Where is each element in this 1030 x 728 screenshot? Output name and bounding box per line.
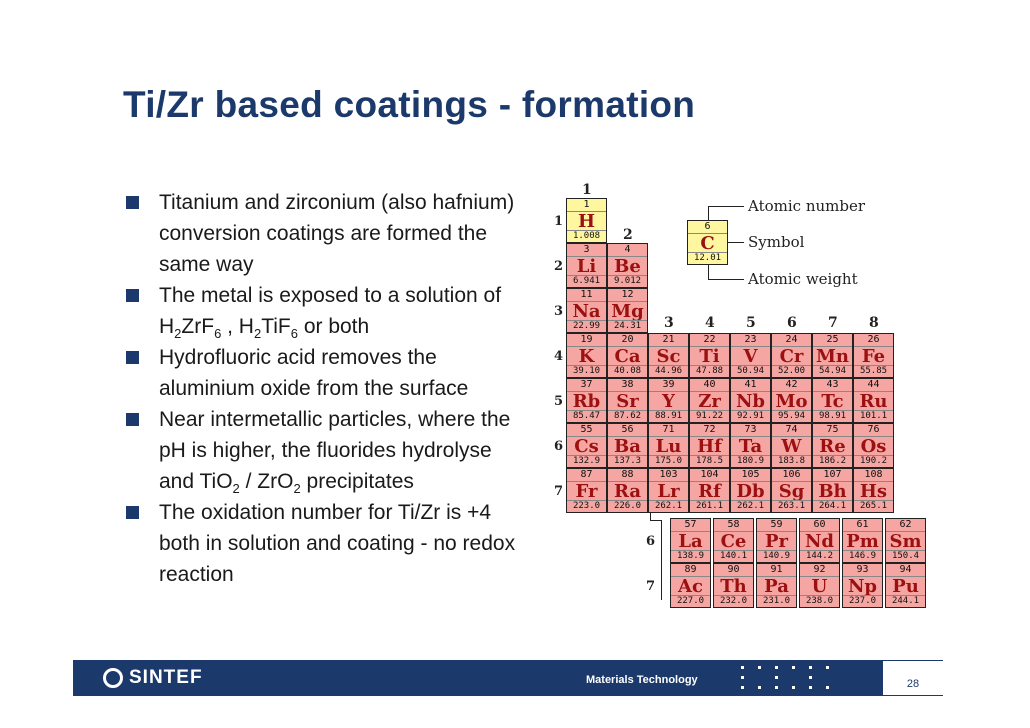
atomic-number: 38 bbox=[608, 379, 647, 392]
atomic-number: 104 bbox=[690, 469, 729, 482]
atomic-weight: 264.1 bbox=[813, 500, 852, 512]
element-symbol: Hs bbox=[859, 481, 888, 502]
element-symbol: Lr bbox=[657, 481, 680, 502]
element-cell-y bbox=[648, 378, 689, 423]
atomic-weight: 24.31 bbox=[608, 320, 647, 332]
atomic-number: 40 bbox=[690, 379, 729, 392]
group-label: 7 bbox=[828, 315, 838, 331]
atomic-number: 55 bbox=[567, 424, 606, 437]
element-symbol: Bh bbox=[818, 481, 847, 502]
element-symbol: Fr bbox=[575, 481, 598, 502]
atomic-weight: 138.9 bbox=[671, 550, 710, 562]
element-cell-w bbox=[771, 423, 812, 468]
dot-decoration bbox=[775, 666, 778, 669]
group-label: 5 bbox=[746, 315, 756, 331]
element-cell-os bbox=[853, 423, 894, 468]
period-label: 6 bbox=[554, 439, 564, 454]
key-connector-line bbox=[708, 206, 744, 207]
element-symbol: Mg bbox=[611, 301, 644, 322]
element-cell-ba bbox=[607, 423, 648, 468]
atomic-number: 108 bbox=[854, 469, 893, 482]
atomic-weight: 231.0 bbox=[757, 595, 796, 607]
group-label: 8 bbox=[869, 315, 879, 331]
element-symbol: Lu bbox=[655, 436, 682, 457]
element-cell-zr bbox=[689, 378, 730, 423]
atomic-weight: 85.47 bbox=[567, 410, 606, 422]
atomic-weight: 47.88 bbox=[690, 365, 729, 377]
sintef-logo-icon bbox=[103, 668, 123, 688]
bullet-text: Near intermetallic particles, where the pH is higher, the fluorides hydrolyse and TiO$_2$ / ZrO$_2$ precipitates bbox=[159, 408, 511, 496]
atomic-number: 90 bbox=[714, 564, 753, 577]
element-cell-fr bbox=[566, 468, 607, 513]
atomic-number: 44 bbox=[854, 379, 893, 392]
bullet-item bbox=[126, 280, 526, 342]
bullet-square-icon bbox=[126, 506, 139, 519]
atomic-weight: 263.1 bbox=[772, 500, 811, 512]
atomic-number: 92 bbox=[800, 564, 839, 577]
element-symbol: Nd bbox=[804, 531, 835, 552]
periodic-table-figure bbox=[530, 182, 920, 612]
bullet-text: Hydrofluoric acid removes the aluminium oxide from the surface bbox=[159, 346, 469, 400]
period-label: 2 bbox=[554, 259, 564, 274]
element-cell-u bbox=[799, 563, 840, 608]
atomic-number: 3 bbox=[567, 244, 606, 257]
atomic-number: 107 bbox=[813, 469, 852, 482]
element-symbol: Ti bbox=[699, 346, 720, 367]
bullet-square-icon bbox=[126, 289, 139, 302]
element-symbol: Ba bbox=[614, 436, 641, 457]
atomic-weight: 87.62 bbox=[608, 410, 647, 422]
element-symbol: K bbox=[578, 346, 595, 367]
atomic-weight: 91.22 bbox=[690, 410, 729, 422]
atomic-number: 56 bbox=[608, 424, 647, 437]
key-connector-line bbox=[728, 242, 744, 243]
dot-decoration bbox=[741, 676, 744, 679]
atomic-number: 21 bbox=[649, 334, 688, 347]
group-label: 6 bbox=[787, 315, 797, 331]
element-cell-li bbox=[566, 243, 607, 288]
atomic-weight: 140.9 bbox=[757, 550, 796, 562]
atomic-weight-label: Atomic weight bbox=[748, 270, 858, 288]
dot-decoration bbox=[809, 666, 812, 669]
element-cell-rb bbox=[566, 378, 607, 423]
atomic-number: 26 bbox=[854, 334, 893, 347]
atomic-weight: 265.1 bbox=[854, 500, 893, 512]
atomic-weight: 244.1 bbox=[886, 595, 925, 607]
bullet-text: The metal is exposed to a solution of $H_2ZrF_6$ , $H_2TiF_6$ or both bbox=[159, 284, 502, 341]
atomic-weight: 22.99 bbox=[567, 320, 606, 332]
bullet-item bbox=[126, 404, 526, 497]
atomic-number: 37 bbox=[567, 379, 606, 392]
element-cell-la bbox=[670, 518, 711, 563]
element-cell-nb bbox=[730, 378, 771, 423]
element-symbol: Na bbox=[572, 301, 601, 322]
atomic-weight: 88.91 bbox=[649, 410, 688, 422]
atomic-number: 103 bbox=[649, 469, 688, 482]
decorative-dots bbox=[741, 666, 836, 692]
bullet-text: Titanium and zirconium (also hafnium) conversion coatings are formed the same way bbox=[159, 191, 515, 276]
atomic-number: 58 bbox=[714, 519, 753, 532]
atomic-weight: 232.0 bbox=[714, 595, 753, 607]
element-cell-lr bbox=[648, 468, 689, 513]
group-label: 2 bbox=[623, 227, 633, 243]
dot-decoration bbox=[758, 666, 761, 669]
atomic-number: 11 bbox=[567, 289, 606, 302]
bullet-square-icon bbox=[126, 351, 139, 364]
atomic-weight: 9.012 bbox=[608, 275, 647, 287]
element-symbol: Rf bbox=[698, 481, 721, 502]
atomic-weight: 190.2 bbox=[854, 455, 893, 467]
atomic-weight: 39.10 bbox=[567, 365, 606, 377]
sintef-logo-text: SINTEF bbox=[129, 667, 203, 688]
atomic-weight: 101.1 bbox=[854, 410, 893, 422]
element-cell-sg bbox=[771, 468, 812, 513]
atomic-number: 4 bbox=[608, 244, 647, 257]
element-symbol: Rb bbox=[572, 391, 601, 412]
atomic-weight: 140.1 bbox=[714, 550, 753, 562]
element-symbol: Re bbox=[819, 436, 846, 457]
element-symbol: Zr bbox=[698, 391, 721, 412]
element-cell-fe bbox=[853, 333, 894, 378]
element-cell-re bbox=[812, 423, 853, 468]
element-symbol: H bbox=[577, 211, 595, 232]
element-symbol: Li bbox=[576, 256, 597, 277]
key-atomic-number: 6 bbox=[688, 221, 727, 234]
atomic-weight: 98.91 bbox=[813, 410, 852, 422]
atomic-weight: 144.2 bbox=[800, 550, 839, 562]
atomic-weight: 6.941 bbox=[567, 275, 606, 287]
element-symbol: W bbox=[781, 436, 802, 457]
element-symbol: V bbox=[743, 346, 758, 367]
atomic-number-label: Atomic number bbox=[748, 197, 866, 215]
element-cell-db bbox=[730, 468, 771, 513]
dot-decoration bbox=[826, 686, 829, 689]
atomic-number: 105 bbox=[731, 469, 770, 482]
group-label: 4 bbox=[705, 315, 715, 331]
element-cell-sm bbox=[885, 518, 926, 563]
element-symbol: Ra bbox=[613, 481, 642, 502]
element-cell-mn bbox=[812, 333, 853, 378]
element-symbol: Ru bbox=[859, 391, 888, 412]
atomic-weight: 132.9 bbox=[567, 455, 606, 467]
atomic-weight: 237.0 bbox=[843, 595, 882, 607]
atomic-number: 94 bbox=[886, 564, 925, 577]
atomic-weight: 137.3 bbox=[608, 455, 647, 467]
dot-decoration bbox=[792, 686, 795, 689]
atomic-weight: 261.1 bbox=[690, 500, 729, 512]
atomic-weight: 227.0 bbox=[671, 595, 710, 607]
atomic-number: 73 bbox=[731, 424, 770, 437]
element-cell-ru bbox=[853, 378, 894, 423]
atomic-number: 22 bbox=[690, 334, 729, 347]
element-symbol: Os bbox=[860, 436, 887, 457]
key-element-cell bbox=[687, 220, 728, 265]
bullet-text: The oxidation number for Ti/Zr is +4 both in solution and coating - no redox reaction bbox=[159, 501, 516, 586]
dot-decoration bbox=[741, 666, 744, 669]
dot-decoration bbox=[741, 686, 744, 689]
element-cell-nd bbox=[799, 518, 840, 563]
atomic-number: 20 bbox=[608, 334, 647, 347]
dot-decoration bbox=[792, 666, 795, 669]
atomic-weight: 92.91 bbox=[731, 410, 770, 422]
element-cell-tc bbox=[812, 378, 853, 423]
atomic-weight: 40.08 bbox=[608, 365, 647, 377]
element-cell-cs bbox=[566, 423, 607, 468]
element-cell-rf bbox=[689, 468, 730, 513]
atomic-weight: 55.85 bbox=[854, 365, 893, 377]
element-cell-sr bbox=[607, 378, 648, 423]
element-cell-sc bbox=[648, 333, 689, 378]
element-cell-na bbox=[566, 288, 607, 333]
dot-decoration bbox=[758, 686, 761, 689]
element-symbol: Db bbox=[736, 481, 765, 502]
atomic-weight: 44.96 bbox=[649, 365, 688, 377]
atomic-weight: 150.4 bbox=[886, 550, 925, 562]
atomic-weight: 1.008 bbox=[567, 230, 606, 242]
atomic-weight: 50.94 bbox=[731, 365, 770, 377]
atomic-weight: 95.94 bbox=[772, 410, 811, 422]
element-cell-th bbox=[713, 563, 754, 608]
element-symbol: Pa bbox=[764, 576, 789, 597]
dot-decoration bbox=[809, 676, 812, 679]
element-symbol: Nb bbox=[735, 391, 766, 412]
atomic-number: 62 bbox=[886, 519, 925, 532]
atomic-number: 93 bbox=[843, 564, 882, 577]
element-symbol: Ac bbox=[678, 576, 703, 597]
atomic-number: 75 bbox=[813, 424, 852, 437]
key-connector-line bbox=[708, 279, 744, 280]
atomic-number: 87 bbox=[567, 469, 606, 482]
element-cell-h bbox=[566, 198, 607, 243]
dot-decoration bbox=[826, 666, 829, 669]
period-label: 4 bbox=[554, 349, 564, 364]
key-connector-line bbox=[708, 206, 709, 220]
element-cell-ac bbox=[670, 563, 711, 608]
group-label: 3 bbox=[664, 315, 674, 331]
key-symbol: C bbox=[700, 233, 715, 254]
atomic-weight: 226.0 bbox=[608, 500, 647, 512]
element-symbol: Sc bbox=[656, 346, 681, 367]
atomic-number: 25 bbox=[813, 334, 852, 347]
dot-decoration bbox=[775, 686, 778, 689]
atomic-weight: 146.9 bbox=[843, 550, 882, 562]
element-cell-mg bbox=[607, 288, 648, 333]
element-cell-pa bbox=[756, 563, 797, 608]
atomic-number: 12 bbox=[608, 289, 647, 302]
period-label: 7 bbox=[554, 484, 564, 499]
page-number: 28 bbox=[883, 661, 943, 695]
element-cell-bh bbox=[812, 468, 853, 513]
period-label: 5 bbox=[554, 394, 564, 409]
dot-decoration bbox=[775, 676, 778, 679]
element-cell-ca bbox=[607, 333, 648, 378]
element-cell-be bbox=[607, 243, 648, 288]
element-symbol: Ce bbox=[720, 531, 747, 552]
atomic-weight: 186.2 bbox=[813, 455, 852, 467]
atomic-number: 42 bbox=[772, 379, 811, 392]
element-cell-cr bbox=[771, 333, 812, 378]
element-symbol: Pr bbox=[764, 531, 789, 552]
element-cell-ta bbox=[730, 423, 771, 468]
element-symbol: La bbox=[678, 531, 703, 552]
element-symbol: Pm bbox=[846, 531, 879, 552]
element-symbol: Hf bbox=[697, 436, 722, 457]
element-cell-pr bbox=[756, 518, 797, 563]
element-cell-pm bbox=[842, 518, 883, 563]
atomic-weight: 52.00 bbox=[772, 365, 811, 377]
atomic-weight: 54.94 bbox=[813, 365, 852, 377]
key-connector-line bbox=[708, 265, 709, 279]
bullet-square-icon bbox=[126, 196, 139, 209]
atomic-number: 43 bbox=[813, 379, 852, 392]
element-symbol: Mo bbox=[775, 391, 808, 412]
atomic-number: 61 bbox=[843, 519, 882, 532]
f-block-period-label: 6 bbox=[646, 534, 656, 549]
element-symbol: Th bbox=[720, 576, 747, 597]
atomic-number: 1 bbox=[567, 199, 606, 212]
element-symbol: Cr bbox=[779, 346, 804, 367]
atomic-number: 74 bbox=[772, 424, 811, 437]
period-label: 1 bbox=[554, 214, 564, 229]
element-cell-np bbox=[842, 563, 883, 608]
atomic-weight: 223.0 bbox=[567, 500, 606, 512]
element-cell-v bbox=[730, 333, 771, 378]
atomic-number: 91 bbox=[757, 564, 796, 577]
element-symbol: Cs bbox=[574, 436, 599, 457]
atomic-number: 57 bbox=[671, 519, 710, 532]
element-cell-pu bbox=[885, 563, 926, 608]
department-label: Materials Technology bbox=[586, 674, 698, 686]
element-cell-lu bbox=[648, 423, 689, 468]
element-symbol: Tc bbox=[821, 391, 844, 412]
key-atomic-weight: 12.01 bbox=[688, 252, 727, 264]
atomic-weight: 175.0 bbox=[649, 455, 688, 467]
f-block-connector bbox=[661, 520, 662, 600]
bullet-list bbox=[126, 187, 526, 590]
atomic-number: 60 bbox=[800, 519, 839, 532]
element-symbol: Ca bbox=[614, 346, 641, 367]
atomic-weight: 262.1 bbox=[649, 500, 688, 512]
element-cell-ti bbox=[689, 333, 730, 378]
atomic-number: 19 bbox=[567, 334, 606, 347]
element-symbol: Fe bbox=[861, 346, 886, 367]
atomic-number: 23 bbox=[731, 334, 770, 347]
element-cell-mo bbox=[771, 378, 812, 423]
atomic-weight: 183.8 bbox=[772, 455, 811, 467]
atomic-number: 72 bbox=[690, 424, 729, 437]
element-cell-hs bbox=[853, 468, 894, 513]
element-cell-ce bbox=[713, 518, 754, 563]
atomic-number: 39 bbox=[649, 379, 688, 392]
atomic-number: 59 bbox=[757, 519, 796, 532]
element-symbol: Sr bbox=[616, 391, 639, 412]
period-label: 3 bbox=[554, 304, 564, 319]
symbol-label: Symbol bbox=[748, 233, 805, 251]
atomic-number: 41 bbox=[731, 379, 770, 392]
f-block-period-label: 7 bbox=[646, 579, 656, 594]
atomic-number: 106 bbox=[772, 469, 811, 482]
atomic-weight: 178.5 bbox=[690, 455, 729, 467]
atomic-weight: 262.1 bbox=[731, 500, 770, 512]
atomic-weight: 180.9 bbox=[731, 455, 770, 467]
element-symbol: U bbox=[811, 576, 828, 597]
element-symbol: Pu bbox=[892, 576, 919, 597]
footer-bar bbox=[73, 660, 943, 696]
element-symbol: Y bbox=[662, 391, 675, 412]
element-cell-hf bbox=[689, 423, 730, 468]
element-symbol: Ta bbox=[738, 436, 763, 457]
bullet-item bbox=[126, 187, 526, 280]
atomic-number: 76 bbox=[854, 424, 893, 437]
atomic-number: 89 bbox=[671, 564, 710, 577]
element-symbol: Mn bbox=[815, 346, 849, 367]
bullet-item bbox=[126, 342, 526, 404]
element-symbol: Be bbox=[614, 256, 641, 277]
bullet-item bbox=[126, 497, 526, 590]
element-cell-k bbox=[566, 333, 607, 378]
element-symbol: Np bbox=[847, 576, 878, 597]
atomic-number: 24 bbox=[772, 334, 811, 347]
element-cell-ra bbox=[607, 468, 648, 513]
bullet-square-icon bbox=[126, 413, 139, 426]
slide-title: Ti/Zr based coatings - formation bbox=[123, 84, 696, 125]
atomic-number: 71 bbox=[649, 424, 688, 437]
element-symbol: Sg bbox=[778, 481, 805, 502]
atomic-number: 88 bbox=[608, 469, 647, 482]
atomic-weight: 238.0 bbox=[800, 595, 839, 607]
group-label: 1 bbox=[582, 182, 592, 198]
element-symbol: Sm bbox=[889, 531, 922, 552]
dot-decoration bbox=[809, 686, 812, 689]
